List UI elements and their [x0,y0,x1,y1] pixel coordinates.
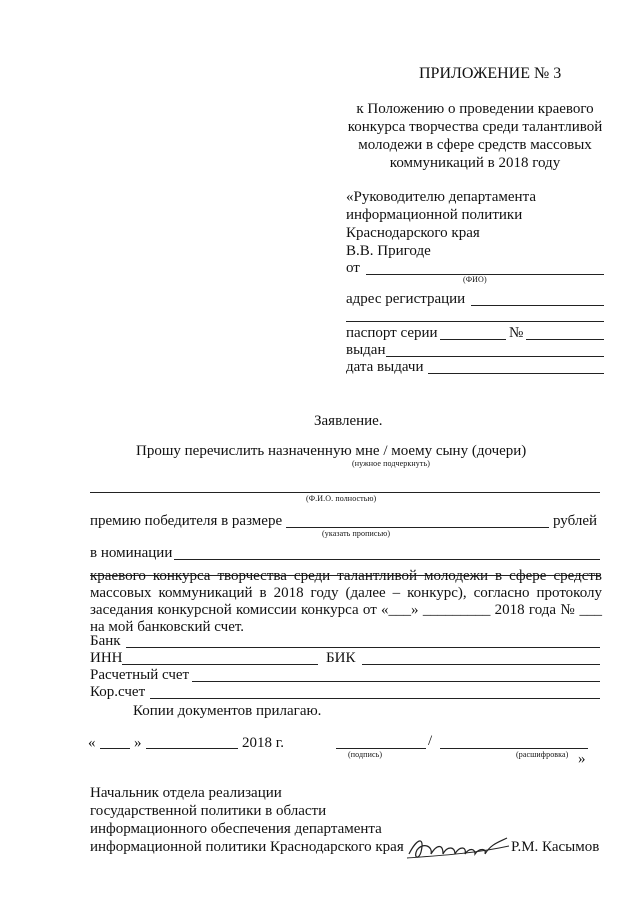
appendix-ref-line: к Положению о проведении краевого [356,101,594,117]
prize-amount-input-line[interactable] [286,527,549,528]
inn-input-line[interactable] [122,664,318,665]
cor-account-label: Кор.счет [90,684,146,700]
paragraph-last-line: на мой банковский счет. [90,619,245,635]
passport-series-input-line[interactable] [440,339,506,340]
registration-label: адрес регистрации [346,291,466,307]
bank-input-line[interactable] [126,647,600,648]
signature-slash: / [428,733,433,749]
inn-label: ИНН [90,650,123,666]
paragraph-line: краевого конкурса творчества среди талантливой молодежи в сфере средств [90,568,602,584]
appendix-ref-line: коммуникаций в 2018 году [389,155,561,171]
official-line: информационной политики Краснодарского края [90,839,404,855]
issued-by-label: выдан [346,342,386,358]
official-line: государственной политики в области [90,803,327,819]
paragraph-line: массовых коммуникаций в 2018 году (далее – конкурс), согласно протоколу [90,585,602,601]
nomination-label: в номинации [90,545,173,561]
official-line: информационного обеспечения департамента [90,821,382,837]
attachments-text: Копии документов прилагаю. [133,703,322,719]
request-line: Прошу перечислить назначенную мне / моему сыну (дочери) [136,443,527,459]
bank-label: Банк [90,633,121,649]
addressee-line: Краснодарского края [346,225,480,241]
from-label: от [346,260,360,276]
signature-hint: (подпись) [348,750,383,759]
issued-by-input-line[interactable] [386,356,604,357]
appendix-title: ПРИЛОЖЕНИЕ № 3 [419,65,562,82]
account-label: Расчетный счет [90,667,190,683]
addressee-line: В.В. Пригоде [346,243,431,259]
passport-number-input-line[interactable] [526,339,604,340]
passport-series-label: паспорт серии [346,325,438,341]
bik-label: БИК [326,650,356,666]
document-title: Заявление. [314,413,383,429]
issue-date-input-line[interactable] [428,373,604,374]
decode-hint: (расшифровка) [516,750,569,759]
recipient-fio-hint: (Ф.И.О. полностью) [306,494,377,503]
paragraph-line: заседания конкурсной комиссии конкурса от «___» _________ 2018 года № ___ [90,602,602,618]
official-name: Р.М. Касымов [511,839,600,855]
request-hint: (нужное подчеркнуть) [352,459,430,468]
date-close-quote: » [134,735,142,751]
date-month-input-line[interactable] [146,748,238,749]
prize-label: премию победителя в размере [90,513,283,529]
closing-quote: » [578,751,586,767]
appendix-ref-line: молодежи в сфере средств массовых [358,137,592,153]
official-line: Начальник отдела реализации [90,785,282,801]
issue-date-label: дата выдачи [346,359,424,375]
fio-hint: (ФИО) [463,275,487,284]
recipient-fio-input-line[interactable] [90,492,600,493]
decode-input-line[interactable] [440,748,588,749]
prize-currency: рублей [553,513,598,529]
addressee-line: «Руководителю департамента [346,189,536,205]
handwritten-signature [403,832,513,866]
date-year: 2018 г. [242,735,284,751]
passport-number-sign: № [509,325,524,341]
bik-input-line[interactable] [362,664,600,665]
account-input-line[interactable] [192,681,600,682]
date-day-input-line[interactable] [100,748,130,749]
cor-account-input-line[interactable] [150,698,600,699]
addressee-line: информационной политики [346,207,523,223]
appendix-ref-line: конкурса творчества среди талантливой [347,119,603,135]
prize-hint: (указать прописью) [322,529,391,538]
signature-input-line[interactable] [336,748,426,749]
registration-input-line[interactable] [471,305,604,306]
nomination-input-line[interactable] [174,559,600,560]
registration-input-line-2[interactable] [346,321,604,322]
date-open-quote: « [88,735,96,751]
